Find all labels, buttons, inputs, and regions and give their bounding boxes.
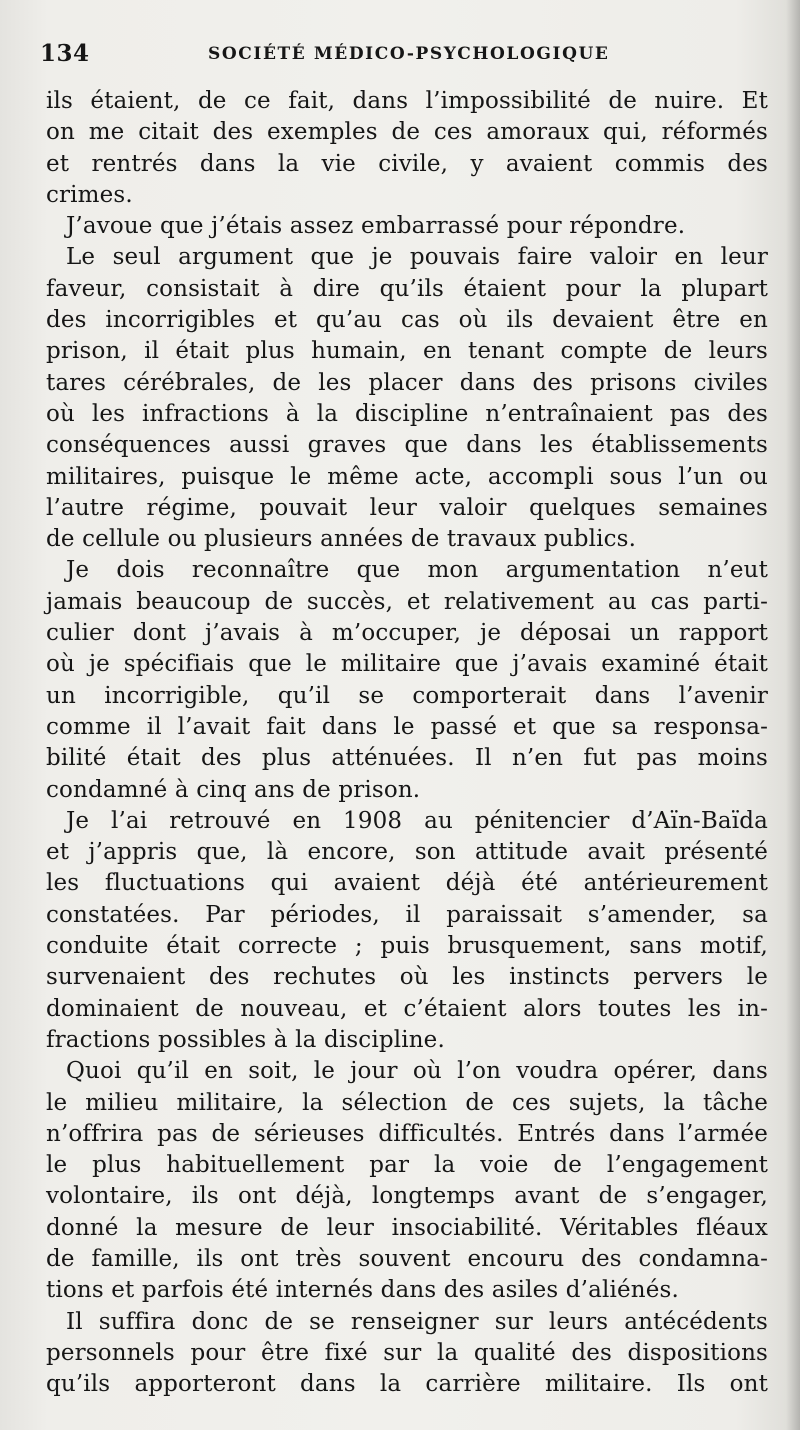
- text-line: bilité était des plus atténuées. Il n’en fut pas moins: [46, 745, 768, 772]
- text-line: où les infractions à la discipline n’entraînaient pas des: [46, 400, 768, 427]
- page-spine-shadow: [786, 0, 800, 1430]
- text-line: faveur, consistait à dire qu’ils étaient pour la plupart: [46, 275, 768, 302]
- text-line: donné la mesure de leur insociabilité. Véritables fléaux: [46, 1214, 768, 1241]
- text-line: le milieu militaire, la sélection de ces sujets, la tâche: [46, 1089, 768, 1116]
- text-line: conduite était correcte ; puis brusquement, sans motif,: [46, 933, 768, 960]
- text-line: dominaient de nouveau, et c’étaient alors toutes les in-: [46, 995, 768, 1022]
- text-line: jamais beaucoup de succès, et relativement au cas parti-: [46, 588, 768, 615]
- body-text: [46, 86, 768, 1400]
- text-line: et j’appris que, là encore, son attitude avait présenté: [46, 839, 768, 866]
- text-line: constatées. Par périodes, il paraissait s’amender, sa: [46, 901, 768, 928]
- text-line: Je l’ai retrouvé en 1908 au pénitencier d’Aïn-Baïda: [66, 807, 768, 834]
- text-line: volontaire, ils ont déjà, longtemps avant de s’engager,: [46, 1183, 768, 1210]
- text-line: un incorrigible, qu’il se comporterait dans l’avenir: [46, 682, 768, 709]
- text-line: militaires, puisque le même acte, accompli sous l’un ou: [46, 463, 768, 490]
- page-header: [40, 40, 764, 74]
- text-line: Il suffira donc de se renseigner sur leurs antécédents: [66, 1308, 768, 1335]
- text-line: survenaient des rechutes où les instincts pervers le: [46, 964, 768, 991]
- text-line: le plus habituellement par la voie de l’engagement: [46, 1152, 768, 1179]
- text-line: personnels pour être fixé sur la qualité des dispositions: [46, 1339, 768, 1366]
- running-head: SOCIÉTÉ MÉDICO-PSYCHOLOGIQUE: [208, 44, 610, 64]
- text-line: Le seul argument que je pouvais faire valoir en leur: [66, 244, 768, 271]
- text-line: prison, il était plus humain, en tenant compte de leurs: [46, 338, 768, 365]
- text-line: Je dois reconnaître que mon argumentation n’eut: [66, 557, 768, 584]
- text-line: et rentrés dans la vie civile, y avaient commis des: [46, 150, 768, 177]
- text-line: les fluctuations qui avaient déjà été antérieurement: [46, 870, 768, 897]
- text-line: n’offrira pas de sérieuses difficultés. Entrés dans l’armée: [46, 1120, 768, 1147]
- text-line: de cellule ou plusieurs années de travaux publics.: [46, 526, 637, 553]
- text-line: condamné à cinq ans de prison.: [46, 776, 421, 803]
- text-line: J’avoue que j’étais assez embarrassé pour répondre.: [66, 213, 686, 240]
- text-line: fractions possibles à la discipline.: [46, 1026, 445, 1053]
- text-line: qu’ils apporteront dans la carrière militaire. Ils ont: [46, 1371, 768, 1398]
- text-line: on me citait des exemples de ces amoraux qui, réformés: [46, 119, 768, 146]
- text-line: comme il l’avait fait dans le passé et que sa responsa-: [46, 713, 768, 740]
- text-line: tares cérébrales, de les placer dans des prisons civiles: [46, 369, 768, 396]
- text-line: ils étaient, de ce fait, dans l’impossibilité de nuire. Et: [46, 88, 768, 114]
- text-line: crimes.: [46, 181, 133, 208]
- text-line: des incorrigibles et qu’au cas où ils devaient être en: [46, 307, 768, 334]
- text-line: Quoi qu’il en soit, le jour où l’on voudra opérer, dans: [66, 1058, 768, 1085]
- text-line: où je spécifiais que le militaire que j’avais examiné était: [46, 651, 768, 678]
- text-line: l’autre régime, pouvait leur valoir quelques semaines: [46, 494, 768, 521]
- page-number: 134: [40, 40, 90, 67]
- text-line: tions et parfois été internés dans des asiles d’aliénés.: [46, 1277, 679, 1304]
- text-line: de famille, ils ont très souvent encouru des condamna-: [46, 1245, 768, 1272]
- text-line: conséquences aussi graves que dans les établissements: [46, 432, 768, 459]
- text-line: culier dont j’avais à m’occuper, je déposai un rapport: [46, 620, 768, 647]
